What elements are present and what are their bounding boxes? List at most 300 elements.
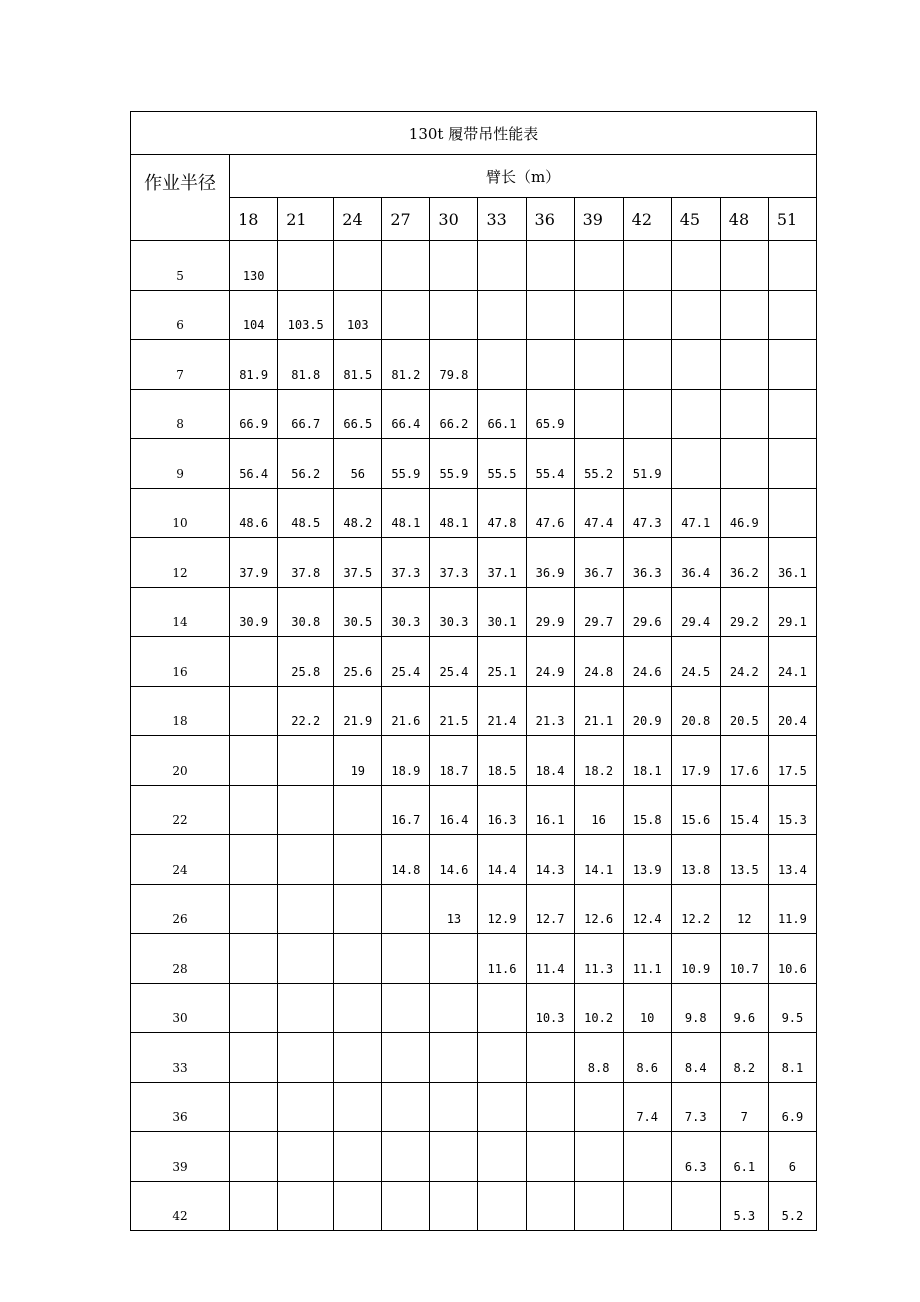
capacity-cell: 13.8: [671, 835, 720, 885]
boom-lengths-row: [131, 198, 817, 241]
capacity-cell: [574, 389, 623, 439]
capacity-cell: 11.9: [768, 884, 816, 934]
radius-cell: 39: [131, 1132, 230, 1182]
capacity-cell: 25.1: [478, 637, 526, 687]
capacity-cell: [623, 1181, 671, 1231]
table-row: [131, 587, 817, 637]
boom-header-row: [131, 155, 817, 198]
capacity-cell: 12: [720, 884, 768, 934]
capacity-cell: [334, 934, 382, 984]
capacity-cell: 14.3: [526, 835, 574, 885]
capacity-cell: [334, 1033, 382, 1083]
capacity-cell: [334, 835, 382, 885]
capacity-cell: 55.2: [574, 439, 623, 489]
table-title: 130t 履带吊性能表: [131, 112, 817, 155]
capacity-cell: [623, 1132, 671, 1182]
capacity-cell: 29.6: [623, 587, 671, 637]
capacity-cell: 21.9: [334, 686, 382, 736]
capacity-cell: 9.8: [671, 983, 720, 1033]
capacity-cell: 10.9: [671, 934, 720, 984]
capacity-cell: [430, 934, 478, 984]
capacity-cell: 29.1: [768, 587, 816, 637]
capacity-cell: [278, 1082, 334, 1132]
capacity-cell: 55.4: [526, 439, 574, 489]
capacity-cell: 48.2: [334, 488, 382, 538]
capacity-cell: 16.4: [430, 785, 478, 835]
table-row: [131, 686, 817, 736]
capacity-cell: 10: [623, 983, 671, 1033]
capacity-cell: [230, 884, 278, 934]
capacity-cell: 24.6: [623, 637, 671, 687]
capacity-cell: 81.2: [382, 340, 430, 390]
capacity-cell: 16.7: [382, 785, 430, 835]
capacity-cell: 37.1: [478, 538, 526, 588]
capacity-cell: [230, 637, 278, 687]
capacity-cell: 11.1: [623, 934, 671, 984]
radius-cell: 28: [131, 934, 230, 984]
capacity-cell: 19: [334, 736, 382, 786]
capacity-cell: 8.6: [623, 1033, 671, 1083]
capacity-cell: [278, 241, 334, 291]
capacity-cell: 18.5: [478, 736, 526, 786]
capacity-cell: [334, 241, 382, 291]
capacity-cell: [382, 934, 430, 984]
crane-performance-table: [130, 111, 817, 1231]
capacity-cell: 29.9: [526, 587, 574, 637]
capacity-cell: 10.7: [720, 934, 768, 984]
capacity-cell: 14.1: [574, 835, 623, 885]
radius-cell: 36: [131, 1082, 230, 1132]
capacity-cell: [278, 736, 334, 786]
capacity-cell: 48.6: [230, 488, 278, 538]
capacity-cell: 20.4: [768, 686, 816, 736]
table-row: [131, 488, 817, 538]
capacity-cell: 47.1: [671, 488, 720, 538]
capacity-cell: [278, 934, 334, 984]
capacity-cell: [623, 290, 671, 340]
radius-cell: 12: [131, 538, 230, 588]
boom-length-cell: 24: [334, 198, 382, 241]
capacity-cell: [382, 884, 430, 934]
capacity-cell: [623, 241, 671, 291]
table-row: [131, 241, 817, 291]
capacity-cell: [623, 340, 671, 390]
boom-length-cell: 48: [720, 198, 768, 241]
capacity-cell: 24.5: [671, 637, 720, 687]
capacity-cell: [230, 1082, 278, 1132]
radius-cell: 14: [131, 587, 230, 637]
capacity-cell: [230, 736, 278, 786]
capacity-cell: [230, 983, 278, 1033]
capacity-cell: [671, 241, 720, 291]
capacity-cell: [230, 1132, 278, 1182]
capacity-cell: 18.4: [526, 736, 574, 786]
capacity-cell: 36.9: [526, 538, 574, 588]
boom-length-cell: 18: [230, 198, 278, 241]
table-row: [131, 290, 817, 340]
capacity-cell: 8.4: [671, 1033, 720, 1083]
capacity-cell: [382, 1181, 430, 1231]
capacity-cell: 30.3: [430, 587, 478, 637]
radius-cell: 16: [131, 637, 230, 687]
capacity-cell: 16.3: [478, 785, 526, 835]
capacity-cell: 81.8: [278, 340, 334, 390]
capacity-cell: 18.7: [430, 736, 478, 786]
capacity-cell: [430, 241, 478, 291]
capacity-cell: 21.4: [478, 686, 526, 736]
capacity-cell: 20.9: [623, 686, 671, 736]
capacity-cell: 13: [430, 884, 478, 934]
table-body: [131, 241, 817, 1231]
capacity-cell: 65.9: [526, 389, 574, 439]
capacity-cell: [768, 389, 816, 439]
capacity-cell: 55.9: [382, 439, 430, 489]
boom-length-cell: 39: [574, 198, 623, 241]
capacity-cell: [768, 290, 816, 340]
capacity-cell: 18.2: [574, 736, 623, 786]
capacity-cell: 21.5: [430, 686, 478, 736]
capacity-cell: 6: [768, 1132, 816, 1182]
boom-length-cell: 21: [278, 198, 334, 241]
capacity-cell: [526, 241, 574, 291]
capacity-cell: 37.9: [230, 538, 278, 588]
capacity-cell: [230, 835, 278, 885]
capacity-cell: 51.9: [623, 439, 671, 489]
capacity-cell: [334, 1181, 382, 1231]
capacity-cell: 7.3: [671, 1082, 720, 1132]
capacity-cell: [334, 884, 382, 934]
capacity-cell: [574, 1181, 623, 1231]
capacity-cell: [574, 340, 623, 390]
capacity-cell: 37.3: [430, 538, 478, 588]
capacity-cell: 16.1: [526, 785, 574, 835]
capacity-cell: 25.8: [278, 637, 334, 687]
capacity-cell: 10.6: [768, 934, 816, 984]
capacity-cell: [526, 1033, 574, 1083]
radius-cell: 10: [131, 488, 230, 538]
boom-length-cell: 45: [671, 198, 720, 241]
capacity-cell: 66.7: [278, 389, 334, 439]
capacity-cell: [720, 389, 768, 439]
capacity-cell: 12.4: [623, 884, 671, 934]
boom-length-header: 臂长（m）: [230, 155, 817, 198]
capacity-cell: [526, 1132, 574, 1182]
table-row: [131, 835, 817, 885]
table-row: [131, 1082, 817, 1132]
capacity-cell: 13.4: [768, 835, 816, 885]
capacity-cell: [671, 389, 720, 439]
capacity-cell: 21.6: [382, 686, 430, 736]
capacity-cell: [720, 439, 768, 489]
capacity-cell: [768, 340, 816, 390]
capacity-cell: 15.8: [623, 785, 671, 835]
capacity-cell: [230, 686, 278, 736]
table-row: [131, 785, 817, 835]
radius-cell: 30: [131, 983, 230, 1033]
capacity-cell: [720, 290, 768, 340]
capacity-cell: 8.1: [768, 1033, 816, 1083]
radius-cell: 22: [131, 785, 230, 835]
capacity-cell: 79.8: [430, 340, 478, 390]
capacity-cell: 30.5: [334, 587, 382, 637]
capacity-cell: 81.5: [334, 340, 382, 390]
capacity-cell: 8.2: [720, 1033, 768, 1083]
capacity-cell: [430, 1082, 478, 1132]
table-row: [131, 1181, 817, 1231]
capacity-cell: 13.5: [720, 835, 768, 885]
capacity-cell: [230, 934, 278, 984]
boom-length-cell: 42: [623, 198, 671, 241]
capacity-cell: [720, 241, 768, 291]
capacity-cell: 6.9: [768, 1082, 816, 1132]
capacity-cell: 36.2: [720, 538, 768, 588]
boom-length-cell: 36: [526, 198, 574, 241]
radius-cell: 24: [131, 835, 230, 885]
capacity-cell: 48.1: [430, 488, 478, 538]
capacity-cell: 36.7: [574, 538, 623, 588]
capacity-cell: 66.9: [230, 389, 278, 439]
table-row: [131, 884, 817, 934]
capacity-cell: 24.9: [526, 637, 574, 687]
capacity-cell: [278, 983, 334, 1033]
capacity-cell: [526, 340, 574, 390]
capacity-cell: [526, 1181, 574, 1231]
capacity-cell: 46.9: [720, 488, 768, 538]
capacity-cell: 24.1: [768, 637, 816, 687]
capacity-cell: 56.2: [278, 439, 334, 489]
capacity-cell: 30.1: [478, 587, 526, 637]
capacity-cell: [430, 1181, 478, 1231]
capacity-cell: 17.9: [671, 736, 720, 786]
capacity-cell: 104: [230, 290, 278, 340]
capacity-cell: 66.5: [334, 389, 382, 439]
capacity-cell: 66.1: [478, 389, 526, 439]
radius-cell: 5: [131, 241, 230, 291]
capacity-cell: 8.8: [574, 1033, 623, 1083]
capacity-cell: 12.2: [671, 884, 720, 934]
capacity-cell: [526, 1082, 574, 1132]
capacity-cell: 48.5: [278, 488, 334, 538]
table-row: [131, 538, 817, 588]
capacity-cell: 12.9: [478, 884, 526, 934]
table-row: [131, 439, 817, 489]
radius-cell: 26: [131, 884, 230, 934]
capacity-cell: 17.5: [768, 736, 816, 786]
capacity-cell: [430, 290, 478, 340]
capacity-cell: 24.2: [720, 637, 768, 687]
capacity-cell: 30.9: [230, 587, 278, 637]
title-row: [131, 112, 817, 155]
capacity-cell: 10.3: [526, 983, 574, 1033]
capacity-cell: 25.4: [430, 637, 478, 687]
capacity-cell: 66.2: [430, 389, 478, 439]
capacity-cell: 29.4: [671, 587, 720, 637]
capacity-cell: 56: [334, 439, 382, 489]
capacity-cell: 6.1: [720, 1132, 768, 1182]
capacity-cell: [278, 1181, 334, 1231]
capacity-cell: [478, 1132, 526, 1182]
capacity-cell: 9.6: [720, 983, 768, 1033]
capacity-cell: 12.7: [526, 884, 574, 934]
capacity-cell: [382, 1132, 430, 1182]
radius-cell: 9: [131, 439, 230, 489]
radius-cell: 6: [131, 290, 230, 340]
capacity-cell: 36.1: [768, 538, 816, 588]
capacity-cell: 18.9: [382, 736, 430, 786]
table-row: [131, 1033, 817, 1083]
capacity-cell: 56.4: [230, 439, 278, 489]
capacity-cell: 48.1: [382, 488, 430, 538]
capacity-cell: 11.6: [478, 934, 526, 984]
capacity-cell: 20.5: [720, 686, 768, 736]
capacity-cell: 20.8: [671, 686, 720, 736]
capacity-cell: [278, 884, 334, 934]
capacity-cell: [478, 1082, 526, 1132]
capacity-cell: [278, 785, 334, 835]
capacity-cell: [478, 1033, 526, 1083]
capacity-cell: [334, 1082, 382, 1132]
capacity-cell: 37.8: [278, 538, 334, 588]
capacity-cell: [478, 290, 526, 340]
capacity-cell: 103.5: [278, 290, 334, 340]
capacity-cell: [623, 389, 671, 439]
capacity-cell: 14.4: [478, 835, 526, 885]
radius-column-header: 作业半径: [131, 155, 230, 241]
capacity-cell: [526, 290, 574, 340]
capacity-cell: [671, 290, 720, 340]
capacity-cell: [382, 290, 430, 340]
capacity-cell: 25.4: [382, 637, 430, 687]
capacity-cell: 47.6: [526, 488, 574, 538]
capacity-cell: [574, 1132, 623, 1182]
capacity-cell: [430, 1132, 478, 1182]
capacity-cell: 29.7: [574, 587, 623, 637]
capacity-cell: [574, 241, 623, 291]
capacity-cell: 15.4: [720, 785, 768, 835]
capacity-cell: 7.4: [623, 1082, 671, 1132]
capacity-cell: 17.6: [720, 736, 768, 786]
capacity-cell: 130: [230, 241, 278, 291]
radius-cell: 7: [131, 340, 230, 390]
radius-cell: 8: [131, 389, 230, 439]
capacity-cell: 25.6: [334, 637, 382, 687]
table-row: [131, 736, 817, 786]
capacity-cell: 30.3: [382, 587, 430, 637]
capacity-cell: 103: [334, 290, 382, 340]
capacity-cell: [230, 1033, 278, 1083]
capacity-cell: 14.6: [430, 835, 478, 885]
capacity-cell: 37.3: [382, 538, 430, 588]
capacity-cell: [430, 1033, 478, 1083]
capacity-cell: [382, 1033, 430, 1083]
capacity-cell: 9.5: [768, 983, 816, 1033]
capacity-cell: 81.9: [230, 340, 278, 390]
capacity-cell: [478, 241, 526, 291]
capacity-cell: 22.2: [278, 686, 334, 736]
capacity-cell: 36.3: [623, 538, 671, 588]
capacity-cell: [382, 1082, 430, 1132]
capacity-cell: 21.1: [574, 686, 623, 736]
table-row: [131, 934, 817, 984]
capacity-cell: 30.8: [278, 587, 334, 637]
capacity-cell: [382, 983, 430, 1033]
capacity-cell: [230, 1181, 278, 1231]
boom-length-cell: 51: [768, 198, 816, 241]
capacity-cell: [334, 785, 382, 835]
capacity-cell: 21.3: [526, 686, 574, 736]
table-row: [131, 637, 817, 687]
capacity-cell: 14.8: [382, 835, 430, 885]
table-row: [131, 340, 817, 390]
capacity-cell: 12.6: [574, 884, 623, 934]
capacity-cell: 47.3: [623, 488, 671, 538]
capacity-cell: 66.4: [382, 389, 430, 439]
capacity-cell: 15.3: [768, 785, 816, 835]
capacity-cell: [574, 1082, 623, 1132]
radius-cell: 42: [131, 1181, 230, 1231]
capacity-cell: [278, 1033, 334, 1083]
capacity-cell: 36.4: [671, 538, 720, 588]
boom-length-cell: 27: [382, 198, 430, 241]
capacity-cell: 47.4: [574, 488, 623, 538]
capacity-cell: 47.8: [478, 488, 526, 538]
capacity-cell: [478, 340, 526, 390]
capacity-cell: [768, 241, 816, 291]
capacity-cell: 5.2: [768, 1181, 816, 1231]
radius-cell: 33: [131, 1033, 230, 1083]
boom-length-cell: 33: [478, 198, 526, 241]
capacity-cell: [671, 439, 720, 489]
capacity-cell: 15.6: [671, 785, 720, 835]
capacity-cell: 6.3: [671, 1132, 720, 1182]
capacity-cell: 7: [720, 1082, 768, 1132]
capacity-cell: [768, 488, 816, 538]
capacity-cell: 13.9: [623, 835, 671, 885]
capacity-cell: [671, 1181, 720, 1231]
table-row: [131, 1132, 817, 1182]
radius-cell: 18: [131, 686, 230, 736]
capacity-cell: 55.5: [478, 439, 526, 489]
capacity-cell: 37.5: [334, 538, 382, 588]
capacity-cell: 10.2: [574, 983, 623, 1033]
capacity-cell: 5.3: [720, 1181, 768, 1231]
capacity-cell: [478, 1181, 526, 1231]
capacity-cell: [278, 1132, 334, 1182]
capacity-cell: [768, 439, 816, 489]
capacity-cell: [334, 983, 382, 1033]
capacity-cell: 16: [574, 785, 623, 835]
boom-length-cell: 30: [430, 198, 478, 241]
capacity-cell: 18.1: [623, 736, 671, 786]
capacity-cell: [574, 290, 623, 340]
capacity-cell: 11.4: [526, 934, 574, 984]
capacity-cell: [478, 983, 526, 1033]
radius-cell: 20: [131, 736, 230, 786]
capacity-cell: [720, 340, 768, 390]
table-row: [131, 389, 817, 439]
capacity-cell: 55.9: [430, 439, 478, 489]
capacity-cell: [278, 835, 334, 885]
capacity-cell: [334, 1132, 382, 1182]
capacity-cell: [671, 340, 720, 390]
table-row: [131, 983, 817, 1033]
capacity-cell: 11.3: [574, 934, 623, 984]
capacity-cell: 24.8: [574, 637, 623, 687]
capacity-cell: [382, 241, 430, 291]
capacity-cell: [430, 983, 478, 1033]
capacity-cell: [230, 785, 278, 835]
capacity-cell: 29.2: [720, 587, 768, 637]
